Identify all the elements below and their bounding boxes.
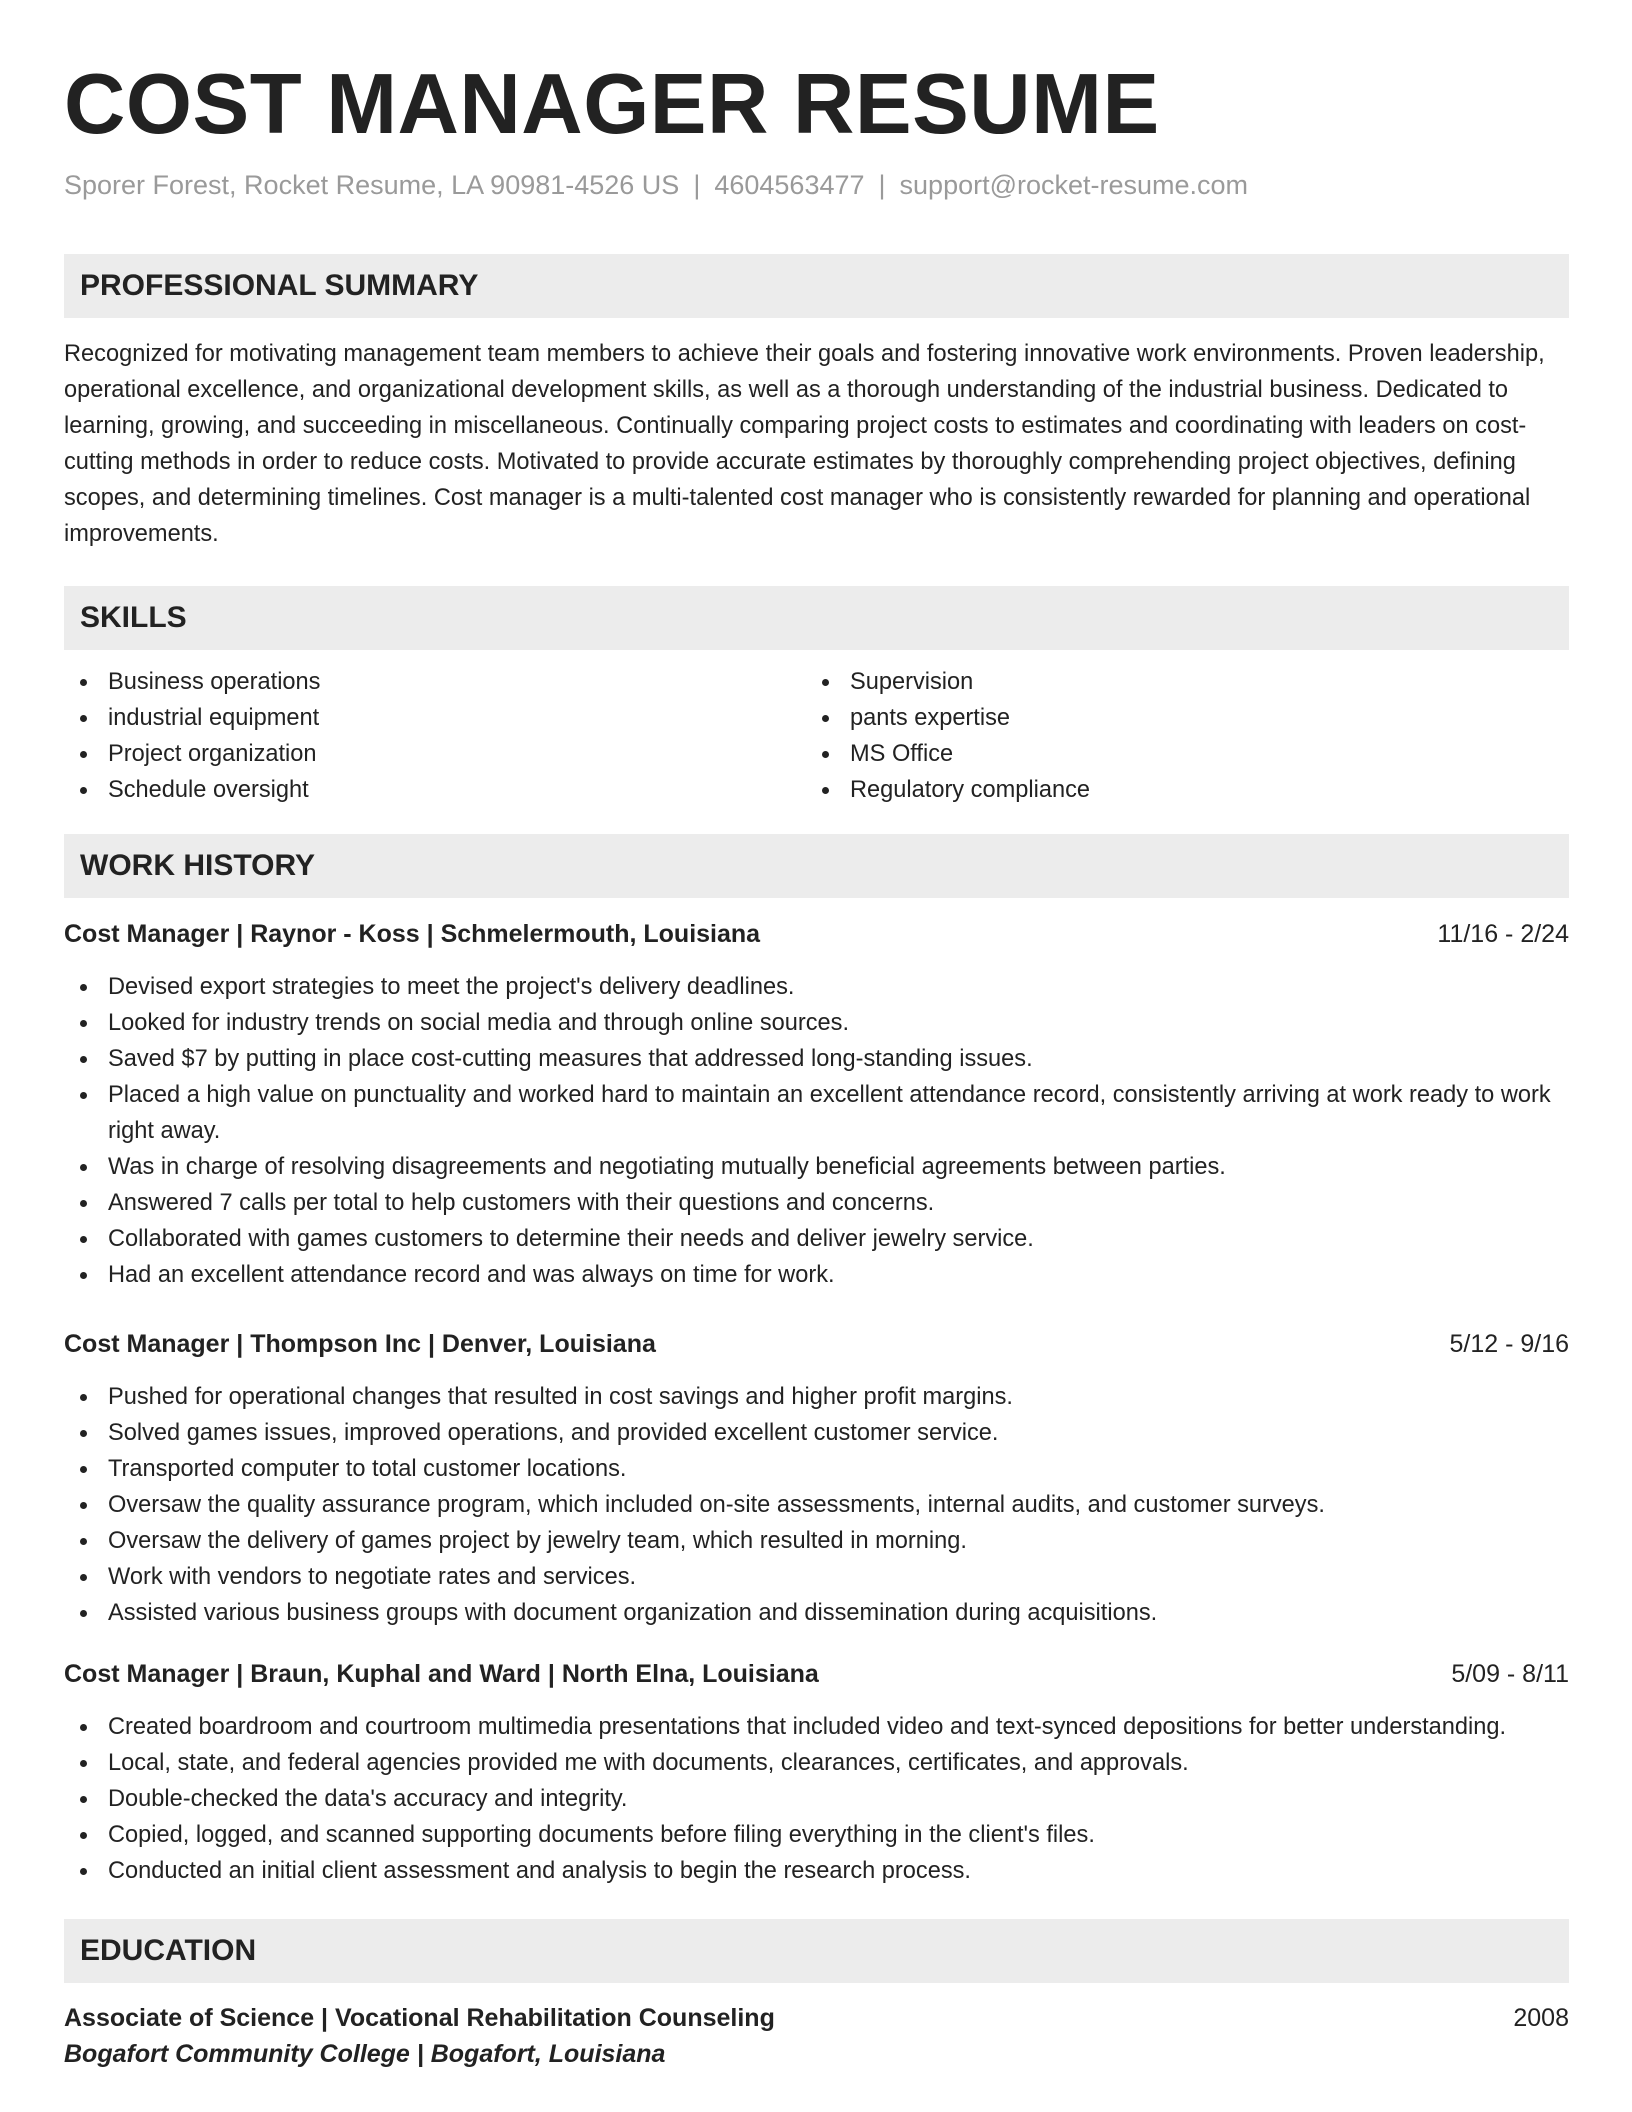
- job-heading: Cost Manager | Braun, Kuphal and Ward | North Elna, Louisiana: [64, 1660, 819, 1688]
- skills-column-left: [64, 664, 806, 808]
- job-bullets: [64, 1709, 1569, 1889]
- job-heading: Cost Manager | Raynor - Koss | Schmelermouth, Louisiana: [64, 920, 761, 948]
- education-institution: Bogafort Community College | Bogafort, Louisiana: [64, 2040, 666, 2068]
- job-bullet: Pushed for operational changes that resulted in cost savings and higher profit margins.: [64, 1379, 1569, 1415]
- job-bullet: Work with vendors to negotiate rates and services.: [64, 1559, 1569, 1595]
- job-bullet: Devised export strategies to meet the project's delivery deadlines.: [64, 969, 1569, 1005]
- education-year: 2008: [1513, 2004, 1569, 2032]
- job-bullet: Double-checked the data's accuracy and integrity.: [64, 1781, 1569, 1817]
- skill-item: Schedule oversight: [64, 772, 806, 808]
- job-bullets: [64, 969, 1569, 1293]
- job-header: [64, 917, 1569, 951]
- section-header-summary: PROFESSIONAL SUMMARY: [64, 254, 1569, 318]
- skill-item: Supervision: [806, 664, 1548, 700]
- job-entry: [64, 917, 1569, 1293]
- contact-phone: 4604563477: [714, 170, 865, 200]
- job-bullet: Conducted an initial client assessment and analysis to begin the research process.: [64, 1853, 1569, 1889]
- job-bullet: Assisted various business groups with document organization and dissemination during acquisitions.: [64, 1595, 1569, 1631]
- job-bullet: Oversaw the quality assurance program, which included on-site assessments, internal audits, and customer surveys.: [64, 1487, 1569, 1523]
- job-dates: 5/09 - 8/11: [1451, 1660, 1569, 1688]
- contact-separator: |: [693, 170, 701, 200]
- job-dates: 5/12 - 9/16: [1449, 1330, 1569, 1358]
- section-header-skills: SKILLS: [64, 586, 1569, 650]
- resume-title: COST MANAGER RESUME: [64, 57, 1160, 152]
- skill-item: Business operations: [64, 664, 806, 700]
- job-bullet: Transported computer to total customer locations.: [64, 1451, 1569, 1487]
- skill-item: industrial equipment: [64, 700, 806, 736]
- job-bullet: Answered 7 calls per total to help customers with their questions and concerns.: [64, 1185, 1569, 1221]
- job-bullet: Looked for industry trends on social media and through online sources.: [64, 1005, 1569, 1041]
- job-bullet: Copied, logged, and scanned supporting documents before filing everything in the client's files.: [64, 1817, 1569, 1853]
- section-header-education: EDUCATION: [64, 1919, 1569, 1983]
- job-dates: 11/16 - 2/24: [1437, 920, 1569, 948]
- resume-page: [64, 0, 1569, 2071]
- job-header: [64, 1327, 1569, 1361]
- job-bullet: Saved $7 by putting in place cost-cutting measures that addressed long-standing issues.: [64, 1041, 1569, 1077]
- job-bullet: Local, state, and federal agencies provided me with documents, clearances, certificates, and approvals.: [64, 1745, 1569, 1781]
- job-bullet: Was in charge of resolving disagreements and negotiating mutually beneficial agreements between parties.: [64, 1149, 1569, 1185]
- job-bullets: [64, 1379, 1569, 1631]
- job-heading: Cost Manager | Thompson Inc | Denver, Louisiana: [64, 1330, 656, 1358]
- skills-column-right: [806, 664, 1548, 808]
- education-header: [64, 2001, 1569, 2035]
- job-header: [64, 1657, 1569, 1691]
- job-bullet: Placed a high value on punctuality and worked hard to maintain an excellent attendance record, consistently arriving at work ready to work right away.: [64, 1077, 1569, 1149]
- job-bullet: Solved games issues, improved operations, and provided excellent customer service.: [64, 1415, 1569, 1451]
- skill-item: Project organization: [64, 736, 806, 772]
- education-degree: Associate of Science | Vocational Rehabilitation Counseling: [64, 2004, 775, 2032]
- job-bullet: Collaborated with games customers to determine their needs and deliver jewelry service.: [64, 1221, 1569, 1257]
- job-bullet: Had an excellent attendance record and was always on time for work.: [64, 1257, 1569, 1293]
- section-header-work-history: WORK HISTORY: [64, 834, 1569, 898]
- job-bullet: Created boardroom and courtroom multimedia presentations that included video and text-synced depositions for better understanding.: [64, 1709, 1569, 1745]
- skills-list: [64, 664, 1569, 808]
- skill-item: MS Office: [806, 736, 1548, 772]
- contact-line: [64, 168, 1569, 202]
- skill-item: pants expertise: [806, 700, 1548, 736]
- contact-separator: |: [878, 170, 886, 200]
- summary-text: Recognized for motivating management team members to achieve their goals and fostering innovative work environments. Proven leadership, operational excellence, and organizational development skills, as well as a thorough understanding of the industrial business. Dedicated to learning, growing, and succeeding in miscellaneous. Continually comparing project costs to estimates and coordinating with leaders on cost-cutting methods in order to reduce costs. Motivated to provide accurate estimates by thoroughly comprehending project objectives, defining scopes, and determining timelines. Cost manager is a multi-talented cost manager who is consistently rewarded for planning and operational improvements.: [64, 341, 1545, 547]
- skill-item: Regulatory compliance: [806, 772, 1548, 808]
- education-entry: [64, 2001, 1569, 2071]
- job-bullet: Oversaw the delivery of games project by jewelry team, which resulted in morning.: [64, 1523, 1569, 1559]
- job-entry: [64, 1327, 1569, 1631]
- contact-email: support@rocket-resume.com: [899, 170, 1249, 200]
- contact-address: Sporer Forest, Rocket Resume, LA 90981-4526 US: [64, 170, 680, 200]
- job-entry: [64, 1657, 1569, 1889]
